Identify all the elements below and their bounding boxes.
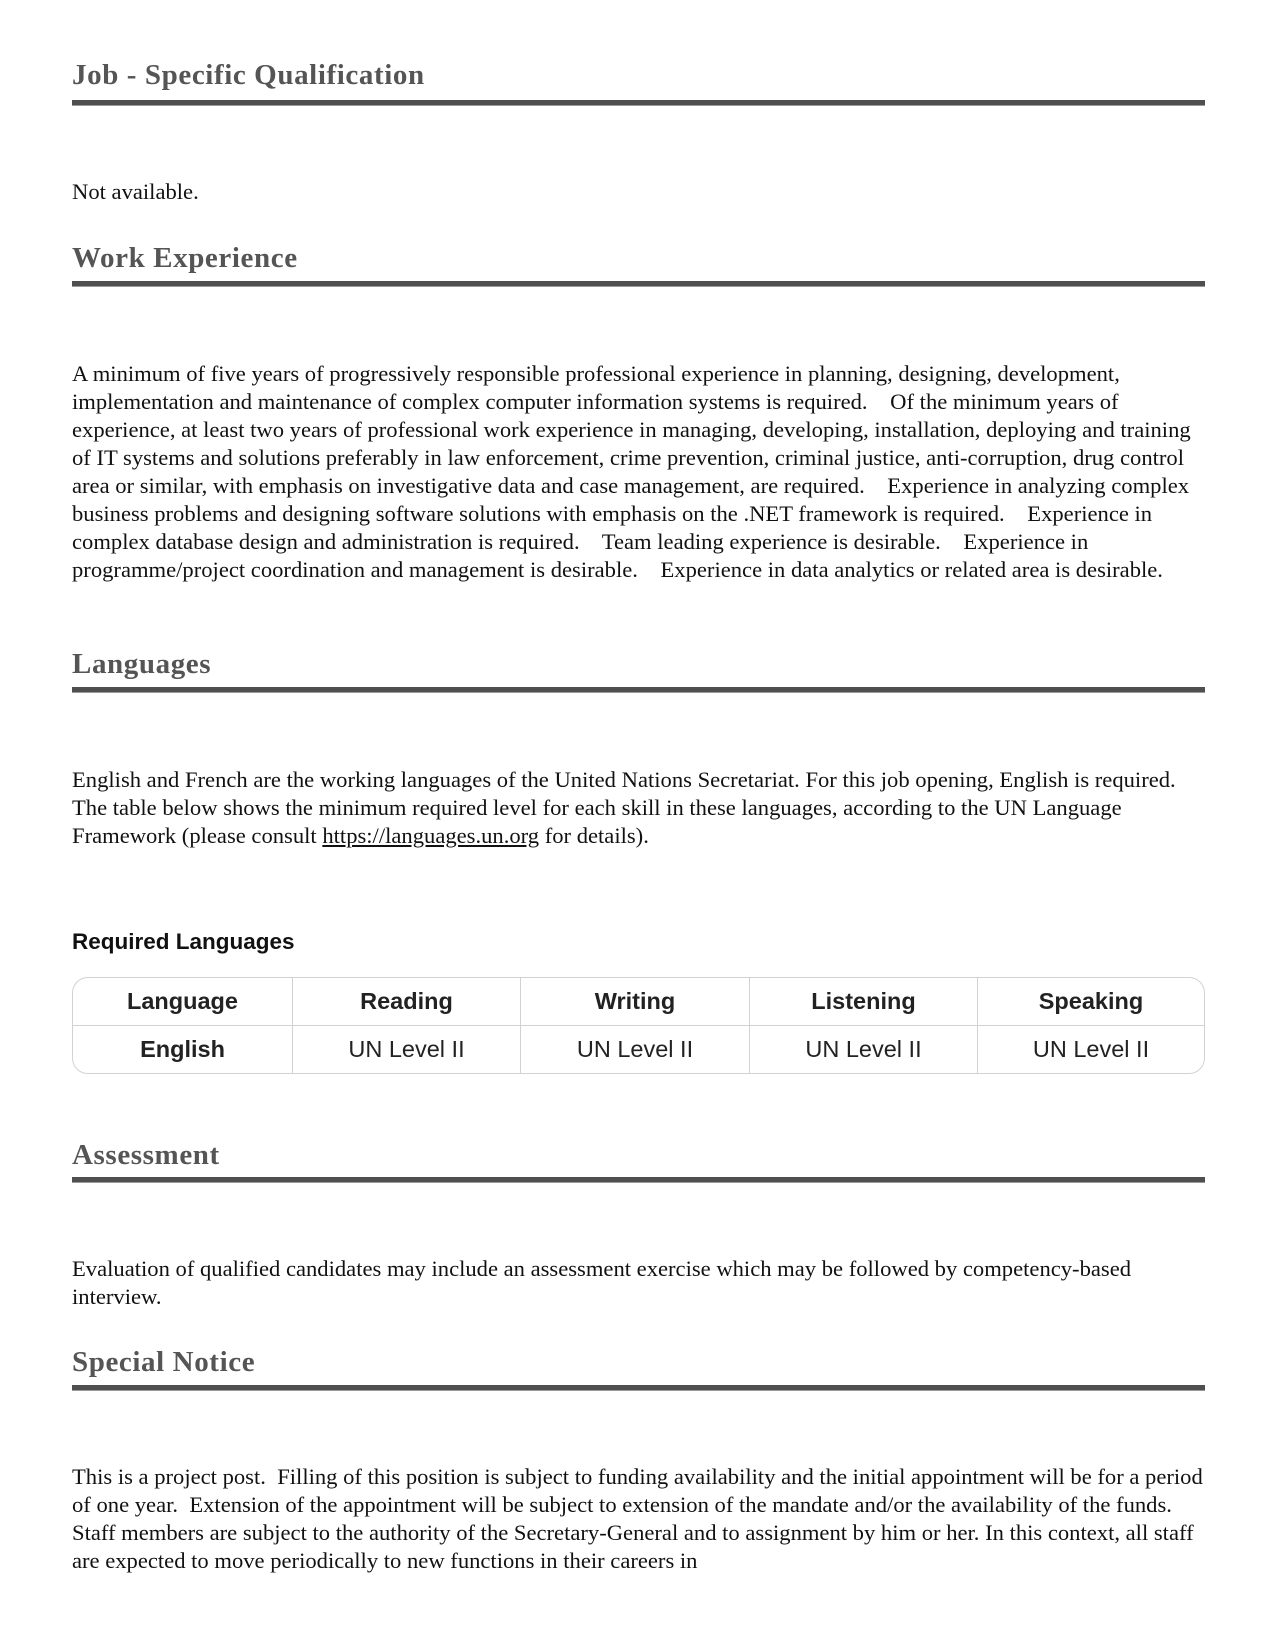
heading-divider (72, 281, 1205, 287)
heading-divider (72, 1177, 1205, 1183)
cell-writing: UN Level II (521, 1026, 750, 1073)
table-header-row (73, 978, 1204, 1026)
heading-divider (72, 100, 1205, 106)
heading-special-notice: Special Notice (72, 1346, 256, 1378)
assessment-text: Evaluation of qualified candidates may include an assessment exercise which may be followed by competency-based interview. (72, 1256, 1132, 1309)
job-specific-qualification-text: Not available. (72, 179, 199, 204)
heading-divider (72, 1385, 1205, 1391)
heading-work-experience: Work Experience (72, 242, 298, 274)
un-languages-link[interactable]: https://languages.un.org (322, 823, 540, 848)
heading-assessment: Assessment (72, 1139, 220, 1171)
languages-text-after-link: for details). (539, 823, 649, 848)
required-languages-title: Required Languages (72, 929, 295, 954)
cell-reading: UN Level II (293, 1026, 521, 1073)
heading-divider (72, 687, 1205, 693)
cell-listening: UN Level II (750, 1026, 978, 1073)
cell-speaking: UN Level II (1032, 1036, 1150, 1062)
heading-languages: Languages (72, 648, 212, 680)
column-header-language: Language (73, 978, 293, 1026)
column-header-speaking: Speaking (978, 978, 1204, 1026)
column-header-writing: Writing (521, 978, 750, 1026)
table-row (73, 1026, 1204, 1073)
special-notice-text: This is a project post. Filling of this position is subject to funding availability and the initial appointment will be for a period of one year. Extension of the appointment will be subject to extension of the mandate and/or the availability of the funds. Staff members are subject to the authority of the Secretary-General and to assignment by him or her. In this context, all staff are expected to move periodically to new functions in their careers in (72, 1464, 1209, 1573)
cell-language: English (73, 1026, 293, 1073)
heading-job-specific-qualification: Job - Specific Qualification (72, 59, 425, 91)
languages-text (72, 766, 1205, 850)
required-languages-table (72, 977, 1205, 1074)
column-header-listening: Listening (750, 978, 978, 1026)
work-experience-text: A minimum of five years of progressively responsible professional experience in planning, designing, development, implementation and maintenance of complex computer information systems is required. Of the minimum years of experience, at least two years of professional work experience in managing, developing, installation, deploying and training of IT systems and solutions preferably in law enforcement, crime prevention, criminal justice, anti-corruption, drug control area or similar, with emphasis on investigative data and case management, are required. Experience in analyzing complex business problems and designing software solutions with emphasis on the .NET framework is required. Experience in complex database design and administration is required. Team leading experience is desirable. Experience in programme/project coordination and management is desirable. Experience in data analytics or related area is desirable. (72, 361, 1197, 582)
column-header-reading: Reading (293, 978, 521, 1026)
languages-text-before-link: English and French are the working languages of the United Nations Secretariat. For this job opening, English is required. The table below shows the minimum required level for each skill in these languages, according to the UN Language Framework (please consult (72, 767, 1176, 848)
